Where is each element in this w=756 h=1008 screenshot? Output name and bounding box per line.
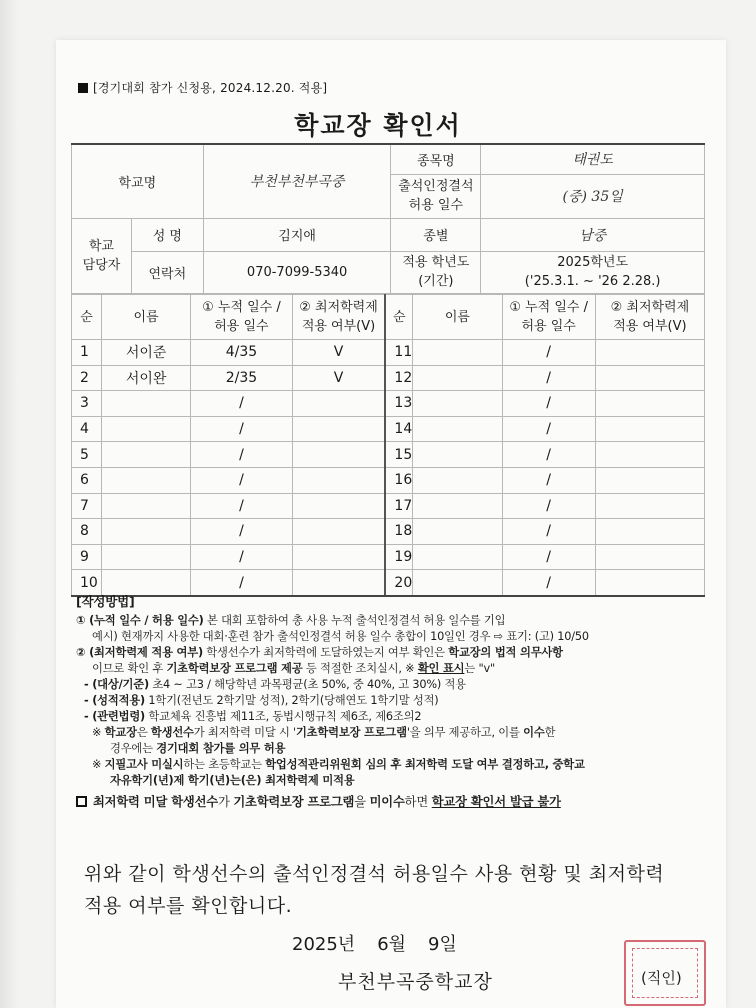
method-item2-line2 (76, 661, 716, 677)
warn-e: 미이수 (369, 795, 405, 809)
table-row (72, 467, 705, 493)
row-check-right (595, 544, 704, 570)
date-month: 6월 (377, 934, 407, 955)
square-bullet-icon (78, 83, 88, 93)
table-row (72, 365, 705, 391)
allowance-label-line2: 허용 일수 (408, 198, 464, 213)
row-name: 서이완 (101, 365, 190, 391)
row-days: / (191, 519, 292, 545)
row-days: / (191, 467, 292, 493)
note1-g: '을 의무 제공하고, 이를 (406, 726, 524, 739)
row-no: 3 (72, 391, 102, 417)
note1-c: 은 (136, 726, 151, 739)
table-row (72, 493, 705, 519)
row-no: 6 (72, 467, 102, 493)
method-sub2 (76, 693, 716, 709)
warn-f: 하면 (404, 795, 432, 809)
note2-d: 학업성적관리위원회 심의 후 최저학력 도달 여부 결정하고, 중학교 (265, 758, 585, 771)
row-check-right (595, 340, 704, 366)
row-name (101, 519, 190, 545)
note1-e: 가 최저학력 미달 시 ' (193, 726, 296, 739)
col-apply (292, 295, 385, 340)
col-name-right: 이름 (413, 295, 502, 340)
header-note (78, 79, 327, 96)
year-value-line2: ('25.3.1. ~ '26 2.28.) (524, 274, 661, 289)
year-label-line1: 적용 학년도 (402, 255, 470, 270)
row-days-right: / (502, 391, 595, 417)
method-note1 (76, 725, 716, 741)
row-days-right: / (502, 493, 595, 519)
item2-bold: ② (최저학력제 적용 여부) (76, 646, 203, 659)
row-check (292, 544, 385, 570)
method-item1-example: 예시) 현재까지 사용한 대회·훈련 참가 출석인정결석 허용 일수 총합이 10일인 경우 ⇨ 표기: (고) 10/50 (92, 630, 589, 643)
item2-line2-d: 확인 표시 (417, 662, 465, 675)
confirmation-text (84, 858, 704, 922)
row-name-right (413, 391, 502, 417)
year-label (391, 251, 481, 293)
paper-edge (0, 0, 18, 1008)
student-list-table (71, 294, 705, 597)
row-check: V (292, 340, 385, 366)
row-name (101, 467, 190, 493)
row-name: 서이준 (101, 340, 190, 366)
table-row (72, 391, 705, 417)
method-item1 (76, 613, 716, 629)
table-row (72, 570, 705, 596)
row-name (101, 544, 190, 570)
row-no: 4 (72, 416, 102, 442)
row-check: V (292, 365, 385, 391)
row-no: 9 (72, 544, 102, 570)
contact-value: 070-7099-5340 (203, 251, 391, 293)
method-note2 (76, 757, 716, 773)
warning-line (76, 794, 716, 810)
year-value (481, 251, 705, 293)
school-name-label: 학교명 (72, 144, 204, 218)
note1-i: 한 (544, 726, 556, 739)
sub2-bold: - (성적적용) (84, 694, 145, 707)
row-name (101, 570, 190, 596)
col-days (191, 295, 292, 340)
row-days-right: / (502, 340, 595, 366)
sub1-text: 초4 ~ 고3 / 해당학년 과목평균(초 50%, 중 40%, 고 30%) 적용 (148, 678, 466, 691)
row-check (292, 442, 385, 468)
note1-a: ※ (92, 726, 105, 739)
col-name: 이름 (101, 295, 190, 340)
row-check (292, 519, 385, 545)
row-name (101, 442, 190, 468)
row-name-right (413, 467, 502, 493)
row-days: / (191, 493, 292, 519)
method-note1-line2 (76, 741, 716, 757)
row-no: 7 (72, 493, 102, 519)
contact-label: 연락처 (131, 251, 203, 293)
method-heading: [작성방법] (76, 594, 135, 609)
note2-a: ※ (92, 758, 105, 771)
row-days-right: / (502, 467, 595, 493)
col-days-right-line2: 허용 일수 (521, 319, 576, 334)
row-days-right: / (502, 570, 595, 596)
row-days: / (191, 544, 292, 570)
row-days-right: / (502, 416, 595, 442)
row-no-right: 14 (385, 416, 412, 442)
date-day: 9일 (428, 934, 457, 955)
sub2-text: 1학기(전년도 2학기말 성적), 2학기(당해연도 1학기말 성적) (145, 694, 439, 707)
name-value: 김지애 (203, 218, 391, 251)
row-days: / (191, 391, 292, 417)
row-days: 4/35 (191, 340, 292, 366)
table-row (72, 340, 705, 366)
item2-line2-c: 등 적절한 조치실시, ※ (302, 662, 418, 675)
gender-label: 종별 (391, 218, 481, 251)
row-days-right: / (502, 365, 595, 391)
note1-d: 학생선수 (150, 726, 194, 739)
allowance-label (391, 174, 481, 218)
row-check-right (595, 365, 704, 391)
row-no: 5 (72, 442, 102, 468)
row-days-right: / (502, 519, 595, 545)
row-no-right: 13 (385, 391, 412, 417)
col-apply-right-line2: 적용 여부(V) (613, 319, 687, 334)
note1-line2-a: 경우에는 (110, 742, 157, 755)
table-row (72, 442, 705, 468)
item2-text-b: 학교장의 법적 의무사항 (448, 646, 563, 659)
note1-b: 학교장 (104, 726, 137, 739)
row-check (292, 391, 385, 417)
row-no-right: 12 (385, 365, 412, 391)
document-title: 학교장 확인서 (294, 111, 462, 140)
row-no-right: 16 (385, 467, 412, 493)
note2-c: 하는 초등학교는 (183, 758, 266, 771)
sub3-text: 학교체육 진흥법 제11조, 동법시행규칙 제6조, 제6조의2 (145, 710, 422, 723)
method-sub3 (76, 709, 716, 725)
allowance-label-line1: 출석인정결석 (398, 179, 474, 194)
row-check-right (595, 391, 704, 417)
year-label-line2: (기간) (418, 274, 454, 289)
row-days-right: / (502, 544, 595, 570)
col-no: 순 (72, 295, 102, 340)
row-name-right (413, 365, 502, 391)
school-name-value: 부천부천부곡중 (203, 144, 391, 218)
col-apply-right (595, 295, 704, 340)
checkbox-icon (76, 796, 87, 807)
table-row (72, 416, 705, 442)
row-name-right (413, 340, 502, 366)
row-days: / (191, 570, 292, 596)
row-name-right (413, 544, 502, 570)
row-check-right (595, 442, 704, 468)
method-note2-line2 (76, 773, 716, 789)
row-name (101, 493, 190, 519)
row-no-right: 18 (385, 519, 412, 545)
row-check (292, 570, 385, 596)
row-no-right: 15 (385, 442, 412, 468)
confirm-line1: 위와 같이 학생선수의 출석인정결석 허용일수 사용 현황 및 최저학력 (84, 863, 665, 885)
item1-text: 본 대회 포함하여 총 사용 누적 출석인정결석 허용 일수를 기입 (203, 614, 506, 627)
item2-line2-b: 기초학력보장 프로그램 제공 (166, 662, 303, 675)
row-name-right (413, 519, 502, 545)
allowance-value: (중) 35일 (481, 174, 705, 218)
col-days-right (502, 295, 595, 340)
info-table (71, 143, 705, 294)
row-check-right (595, 519, 704, 545)
sub1-bold: - (대상/기준) (84, 678, 149, 691)
col-days-right-line1: ① 누적 일수 / (509, 300, 588, 315)
header-note-text: [경기대회 참가 신청용, 2024.12.20. 적용] (93, 81, 328, 95)
school-principal-sign: 부천부곡중학교장 (338, 971, 493, 993)
note1-line2-b: 경기대회 참가를 의무 허용 (156, 742, 286, 755)
item2-line2-a: 이므로 확인 후 (92, 662, 167, 675)
method-item2 (76, 645, 716, 661)
sport-label: 종목명 (391, 144, 481, 174)
method-sub1 (76, 677, 716, 693)
row-check (292, 467, 385, 493)
row-no: 10 (72, 570, 102, 596)
row-no: 1 (72, 340, 102, 366)
row-no: 8 (72, 519, 102, 545)
row-days-right: / (502, 442, 595, 468)
row-check (292, 493, 385, 519)
note1-h: 이수 (523, 726, 545, 739)
gender-value: 남중 (481, 218, 705, 251)
sub3-bold: - (관련법령) (84, 710, 145, 723)
date-year: 2025년 (292, 934, 356, 955)
col-days-line2: 허용 일수 (214, 319, 269, 334)
year-value-line1: 2025학년도 (557, 255, 629, 270)
row-check-right (595, 493, 704, 519)
writing-method (76, 594, 716, 810)
col-apply-right-line1: ② 최저학력제 (610, 300, 690, 315)
note2-line2: 자유학기(년)제 학기(년)는(은) 최저학력제 미적용 (110, 774, 355, 787)
item2-line2-e: 는 "v" (464, 662, 495, 675)
row-name-right (413, 442, 502, 468)
issue-date (292, 930, 479, 956)
col-days-line1: ① 누적 일수 / (202, 300, 281, 315)
note2-b: 지필고사 미실시 (104, 758, 184, 771)
manager-label-line2: 담당자 (82, 257, 121, 273)
row-no-right: 20 (385, 570, 412, 596)
warn-d: 을 (354, 795, 370, 809)
manager-label-line1: 학교 (88, 238, 114, 254)
warn-g: 학교장 확인서 발급 불가 (431, 795, 561, 809)
row-name (101, 416, 190, 442)
row-check-right (595, 570, 704, 596)
row-no-right: 19 (385, 544, 412, 570)
col-no-right: 순 (385, 295, 412, 340)
manager-label (72, 218, 132, 293)
note1-f: 기초학력보장 프로그램 (295, 726, 407, 739)
col-apply-line2: 적용 여부(V) (301, 319, 376, 334)
row-no: 2 (72, 365, 102, 391)
table-row (72, 519, 705, 545)
sport-value: 태권도 (481, 144, 705, 174)
item1-bold: ① (누적 일수 / 허용 일수) (76, 614, 204, 627)
table-row (72, 544, 705, 570)
row-name-right (413, 570, 502, 596)
row-days: 2/35 (191, 365, 292, 391)
row-name (101, 391, 190, 417)
row-days: / (191, 416, 292, 442)
warn-b: 가 (217, 795, 234, 809)
item2-text-a: 학생선수가 최저학력에 도달하였는지 여부 확인은 (202, 646, 449, 659)
row-name-right (413, 416, 502, 442)
row-no-right: 11 (385, 340, 412, 366)
warn-a: 최저학력 미달 학생선수 (93, 795, 218, 809)
row-check-right (595, 467, 704, 493)
row-name-right (413, 493, 502, 519)
row-days: / (191, 442, 292, 468)
name-label: 성 명 (131, 218, 203, 251)
row-check (292, 416, 385, 442)
row-check-right (595, 416, 704, 442)
col-apply-line1: ② 최저학력제 (299, 300, 378, 315)
seal-label: (직인) (641, 969, 682, 987)
warn-c: 기초학력보장 프로그램 (233, 795, 355, 809)
confirm-line2: 적용 여부를 확인합니다. (84, 895, 293, 917)
row-no-right: 17 (385, 493, 412, 519)
